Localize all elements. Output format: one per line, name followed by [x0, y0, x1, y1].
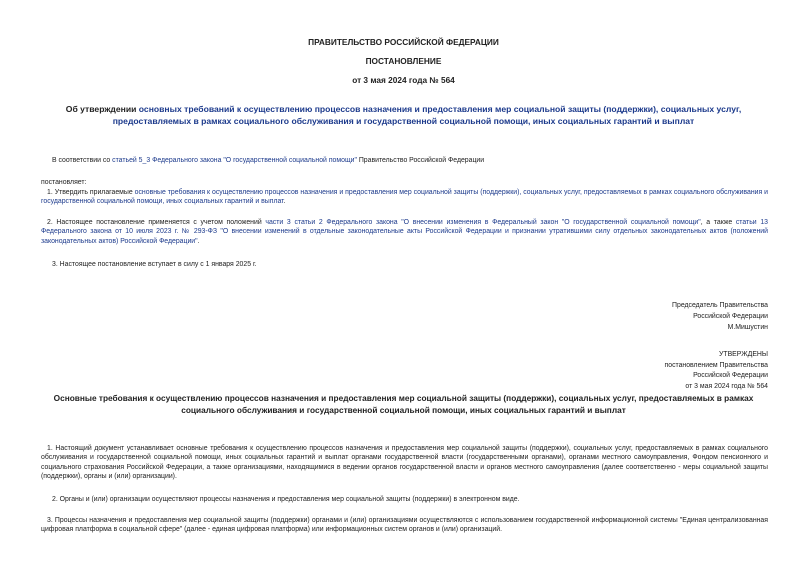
approved-line-3: Российской Федерации: [693, 372, 768, 380]
signature-line-3: М.Мишустин: [727, 324, 768, 332]
paragraph-1-text: 1. Утвердить прилагаемые: [47, 189, 135, 196]
header-document-type: ПОСТАНОВЛЕНИЕ: [365, 56, 442, 66]
approved-block: [568, 350, 768, 393]
appendix-paragraph-3: 3. Процессы назначения и предоставления мер социальной защиты (поддержки) органами и (или) организациями осуществляются с использованием государственной информационной системы "Единая централизованная цифровая платформа в социальной сфере" (далее - единая цифровая платформа) или информационных систем органов и (или) организаций.: [41, 517, 768, 534]
signature-block: [568, 300, 768, 333]
paragraph-2-text-mid: , а также: [700, 219, 736, 226]
paragraph-2-link-2[interactable]: статьи 13 Федерального закона от 10 июля 2023 г. № 293-ФЗ "О внесении изменений в отдельные законодательные акты Российской Федерации и признании утратившими силу отдельных законодательных актов (положений законодательных актов) Российской Федерации": [41, 219, 768, 245]
paragraph-1: [41, 188, 768, 207]
document-title: [44, 103, 763, 127]
preamble-law-link[interactable]: статьей 5_3 Федерального закона "О государственной социальной помощи": [112, 157, 357, 164]
appendix-title: Основные требования к осуществлению процессов назначения и предоставления мер социальной защиты (поддержки), социальных услуг, предоставляемых в рамках социального обслуживания и государственной социальной помощи, иных социальных гарантий и выплат: [53, 393, 754, 415]
paragraph-1-link[interactable]: основные требования к осуществлению процессов назначения и предоставления мер социальной защиты (поддержки), социальных услуг, предоставляемых в рамках социального обслуживания и государственной социальной помощи, иных социальных гарантий и выплат: [41, 189, 768, 206]
paragraph-2-link-1[interactable]: части 3 статьи 2 Федерального закона "О внесении изменения в Федеральный закон "О государственной социальной помощи": [265, 219, 701, 226]
header-date: от 3 мая 2024 года № 564: [352, 75, 455, 85]
preamble: [52, 156, 768, 165]
preamble-text-end: Правительство Российской Федерации: [356, 157, 485, 164]
header-government: ПРАВИТЕЛЬСТВО РОССИЙСКОЙ ФЕДЕРАЦИИ: [308, 37, 499, 47]
paragraph-3: 3. Настоящее постановление вступает в силу с 1 января 2025 г.: [52, 261, 257, 268]
signature-line-1: Председатель Правительства: [672, 302, 768, 309]
appendix-paragraph-2: 2. Органы и (или) организации осуществляют процессы назначения и предоставления мер социальной защиты (поддержки) в электронном виде.: [52, 496, 520, 503]
appendix-paragraph-1: 1. Настоящий документ устанавливает основные требования к осуществлению процессов назначения и предоставления мер социальной защиты (поддержки), социальных услуг, предоставляемых в рамках социального обслуживания и государственной социальной помощи, иных социальных гарантий и выплат органами государственной власти (государственными органами), органами местного самоуправления, Фондом пенсионного и социального страхования Российской Федерации, а также организациями, находящимися в ведении органов государственной власти и органов местного самоуправления (далее соответственно - меры социальной защиты (поддержки), органы и (или) организации).: [41, 445, 768, 480]
approved-line-4: от 3 мая 2024 года № 564: [685, 383, 768, 391]
signature-line-2: Российской Федерации: [693, 313, 768, 321]
paragraph-2-text: 2. Настоящее постановление применяется с учетом положений: [47, 219, 266, 226]
preamble-text: В соответствии со: [52, 157, 113, 164]
paragraph-2-end: .: [197, 237, 200, 245]
approved-line-2: постановлением Правительства: [664, 361, 768, 369]
paragraph-1-end: .: [283, 198, 286, 206]
paragraph-2: [41, 218, 768, 246]
decides: постановляет:: [41, 179, 87, 186]
title-prefix: Об утверждении: [65, 104, 139, 114]
title-link[interactable]: основных требований к осуществлению процессов назначения и предоставления мер социальной защиты (поддержки), социальных услуг, предоставляемых в рамках социального обслуживания и государственной социальной помощи, иных социальных гарантий и выплат: [112, 104, 742, 127]
approved-line-1: УТВЕРЖДЕНЫ: [719, 351, 768, 358]
